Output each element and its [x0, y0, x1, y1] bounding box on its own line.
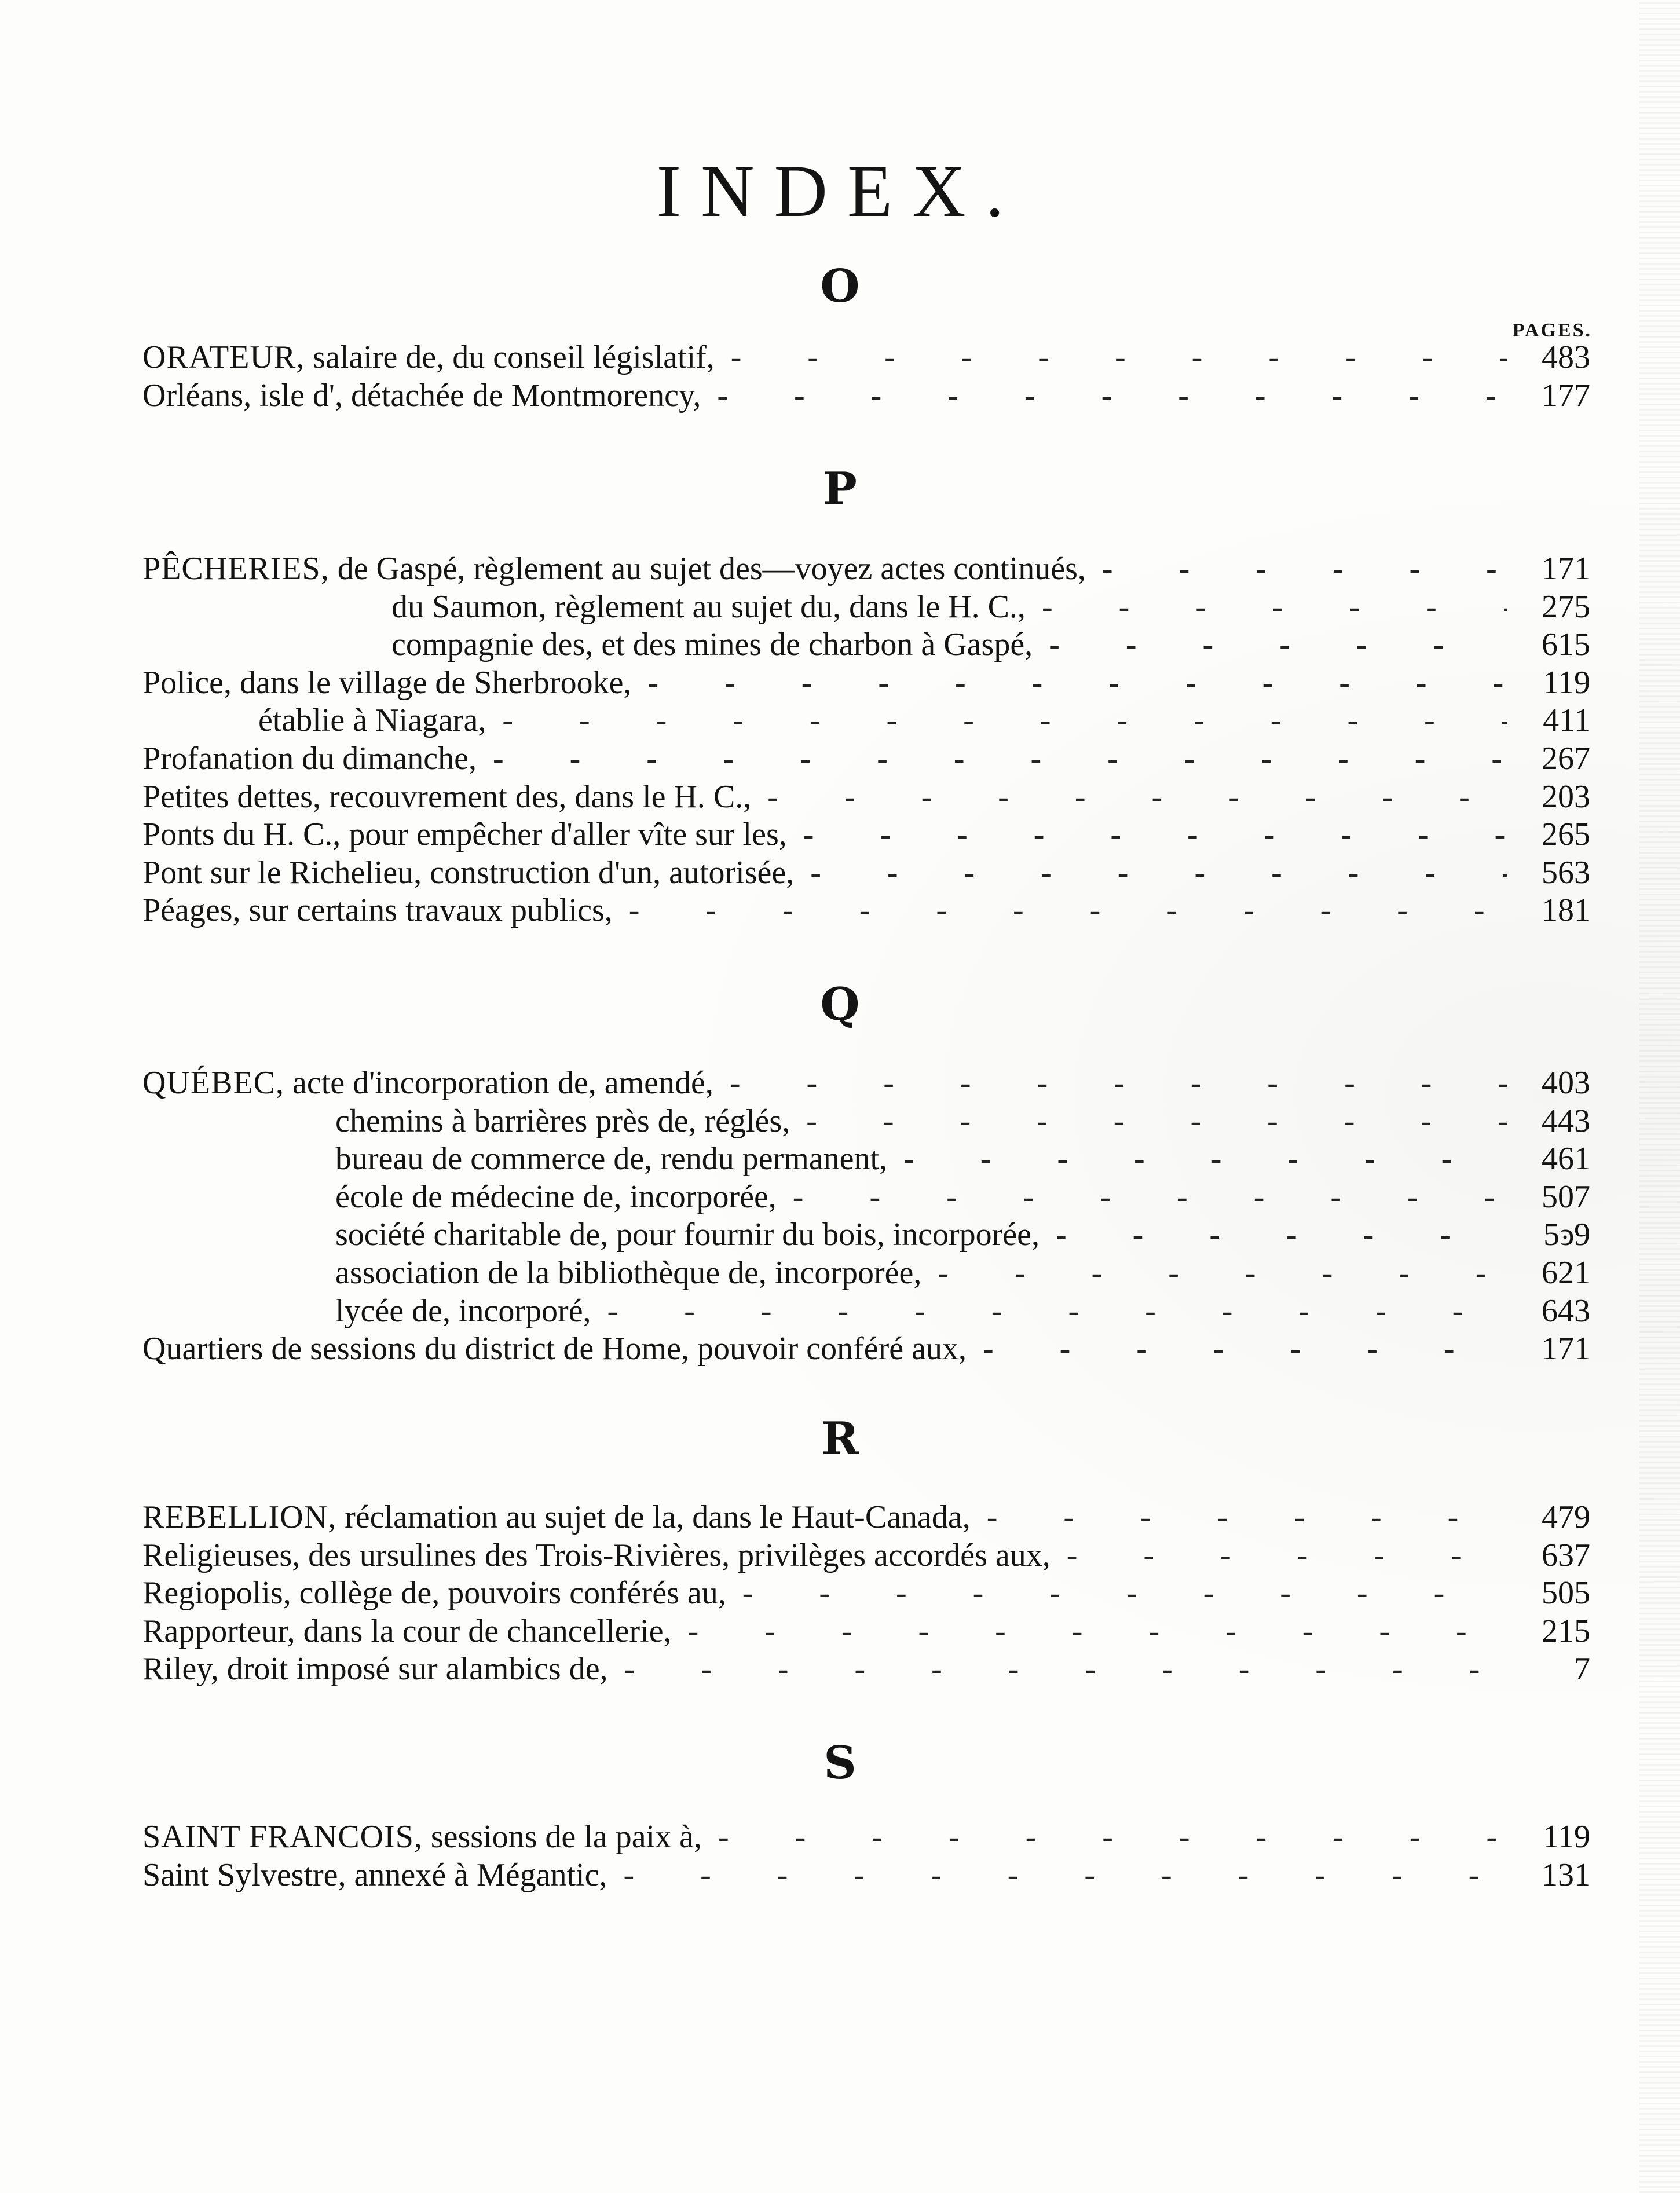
index-entry [142, 1818, 1590, 1857]
dot-leader [493, 740, 1507, 778]
section-o-entries [142, 339, 1590, 415]
entry-text: Quartiers de sessions du district de Home, pouvoir conféré aux, [142, 1331, 967, 1367]
dot-leader [903, 1140, 1507, 1178]
entry-text: réclamation au sujet de la, dans le Haut-Canada, [336, 1499, 971, 1535]
entry-text: Riley, droit imposé sur alambics de, [142, 1651, 608, 1687]
entry-text: sessions de la paix à, [422, 1819, 702, 1855]
page-number: 177 [1542, 377, 1590, 413]
page-title: INDEX. [656, 150, 1024, 232]
page-number: 443 [1542, 1103, 1590, 1139]
page-number: 507 [1542, 1178, 1590, 1215]
entry-text: association de la bibliothèque de, incorporée, [335, 1254, 922, 1291]
page-number: 203 [1542, 778, 1590, 815]
index-entry [142, 1650, 1590, 1689]
dot-leader [983, 1330, 1507, 1368]
page-number: 643 [1542, 1293, 1590, 1329]
dot-leader [623, 1857, 1507, 1895]
section-s-entries [142, 1818, 1590, 1894]
index-subentry [142, 1178, 1590, 1217]
entry-text: Petites dettes, recouvrement des, dans le H. C., [142, 778, 752, 815]
index-subentry [142, 702, 1590, 740]
page-number: 5ͽ9 [1543, 1217, 1590, 1253]
dot-leader [607, 1293, 1507, 1331]
entry-text: lycée de, incorporé, [335, 1293, 591, 1329]
dot-leader [793, 1178, 1507, 1217]
entry-text: Regiopolis, collège de, pouvoirs conférés au, [142, 1575, 726, 1612]
dot-leader [987, 1499, 1507, 1537]
dot-leader [806, 1103, 1507, 1141]
entry-text: Profanation du dimanche, [142, 740, 477, 777]
page-number: 171 [1542, 1331, 1590, 1367]
section-letter-r: R [821, 1412, 859, 1465]
page-number: 119 [1543, 1819, 1590, 1855]
entry-text: établie à Niagara, [258, 702, 486, 739]
section-letter-p: P [823, 463, 857, 515]
section-p-entries [142, 550, 1590, 930]
index-entry [142, 892, 1590, 930]
dot-leader [938, 1254, 1507, 1293]
index-entry [142, 550, 1590, 588]
section-r-entries [142, 1499, 1590, 1689]
page-number: 461 [1542, 1141, 1590, 1177]
index-entry [142, 1575, 1590, 1613]
entry-text: Orléans, isle d', détachée de Montmorency, [142, 377, 701, 413]
dot-leader [730, 1064, 1507, 1103]
index-subentry [142, 1140, 1590, 1178]
entry-text: compagnie des, et des mines de charbon à Gaspé, [391, 627, 1033, 663]
dot-leader [1042, 588, 1507, 627]
page-number: 483 [1542, 339, 1590, 375]
index-entry [142, 1857, 1590, 1895]
page-number: 265 [1542, 817, 1590, 853]
index-entry [142, 778, 1590, 817]
scan-edge [1639, 0, 1680, 2193]
page-number: 7 [1574, 1651, 1590, 1687]
dot-leader [803, 816, 1507, 854]
page-number: 131 [1542, 1857, 1590, 1893]
page-number: 621 [1542, 1254, 1590, 1291]
index-entry [142, 1537, 1590, 1575]
index-subentry [142, 626, 1590, 664]
entry-heading: PÊCHERIES, [142, 551, 330, 587]
index-entry [142, 854, 1590, 892]
index-subentry [142, 1254, 1590, 1293]
entry-heading: REBELLION, [142, 1499, 337, 1535]
dot-leader [731, 339, 1507, 377]
entry-text: Police, dans le village de Sherbrooke, [142, 664, 632, 701]
entry-text: chemins à barrières près de, réglés, [335, 1103, 790, 1139]
entry-text: Rapporteur, dans la cour de chancellerie, [142, 1613, 672, 1649]
page-number: 215 [1542, 1613, 1590, 1649]
entry-text: bureau de commerce de, rendu permanent, [335, 1141, 888, 1177]
dot-leader [767, 778, 1507, 817]
section-letter-s: S [823, 1737, 857, 1789]
entry-text: Saint Sylvestre, annexé à Mégantic, [142, 1857, 607, 1893]
index-entry [142, 1499, 1590, 1537]
index-entry [142, 339, 1590, 377]
index-subentry [142, 1293, 1590, 1331]
page-number: 171 [1542, 551, 1590, 587]
section-letter-q: Q [820, 978, 860, 1031]
page-number: 275 [1542, 588, 1590, 625]
index-entry [142, 1064, 1590, 1103]
entry-text: de Gaspé, règlement au sujet des—voyez actes continués, [329, 551, 1086, 587]
entry-text: salaire de, du conseil législatif, [305, 339, 715, 375]
page-number: 403 [1542, 1065, 1590, 1101]
page-number: 479 [1542, 1499, 1590, 1535]
entry-text: du Saumon, règlement au sujet du, dans le H. C., [391, 588, 1026, 625]
page-number: 615 [1542, 627, 1590, 663]
entry-text: Religieuses, des ursulines des Trois-Rivières, privilèges accordés aux, [142, 1537, 1051, 1573]
page-number: 181 [1542, 892, 1590, 929]
index-entry [142, 377, 1590, 415]
entry-text: Ponts du H. C., pour empêcher d'aller vîte sur les, [142, 817, 787, 853]
section-q-entries [142, 1064, 1590, 1368]
index-entry [142, 816, 1590, 854]
dot-leader [1049, 626, 1507, 664]
page-number: 267 [1542, 740, 1590, 777]
entry-heading: ORATEUR, [142, 339, 305, 375]
dot-leader [624, 1650, 1507, 1689]
index-entry [142, 740, 1590, 778]
dot-leader [502, 702, 1507, 740]
entry-heading: SAINT FRANCOIS, [142, 1819, 423, 1855]
index-entry [142, 1613, 1590, 1651]
dot-leader [1056, 1216, 1507, 1254]
index-subentry [142, 1103, 1590, 1141]
dot-leader [717, 377, 1507, 415]
page-number: 505 [1542, 1575, 1590, 1612]
page-number: 637 [1542, 1537, 1590, 1573]
dot-leader [647, 664, 1507, 702]
pages-column-label: PAGES. [1512, 320, 1592, 341]
section-letter-o: O [820, 260, 860, 313]
entry-text: Pont sur le Richelieu, construction d'un, autorisée, [142, 854, 795, 891]
entry-text: société charitable de, pour fournir du bois, incorporée, [335, 1217, 1040, 1253]
entry-heading: QUÉBEC, [142, 1065, 284, 1101]
dot-leader [688, 1613, 1507, 1651]
entry-text: école de médecine de, incorporée, [335, 1178, 777, 1215]
dot-leader [718, 1818, 1507, 1857]
entry-text: acte d'incorporation de, amendé, [284, 1065, 713, 1101]
dot-leader [1102, 550, 1507, 588]
page-number: 411 [1543, 702, 1590, 739]
dot-leader [810, 854, 1507, 892]
page-number: 563 [1542, 854, 1590, 891]
index-subentry [142, 1216, 1590, 1254]
index-entry [142, 664, 1590, 702]
page-number: 119 [1543, 664, 1590, 701]
index-entry [142, 1330, 1590, 1368]
dot-leader [629, 892, 1507, 930]
dot-leader [742, 1575, 1507, 1613]
entry-text: Péages, sur certains travaux publics, [142, 892, 613, 929]
dot-leader [1067, 1537, 1507, 1575]
index-subentry [142, 588, 1590, 627]
